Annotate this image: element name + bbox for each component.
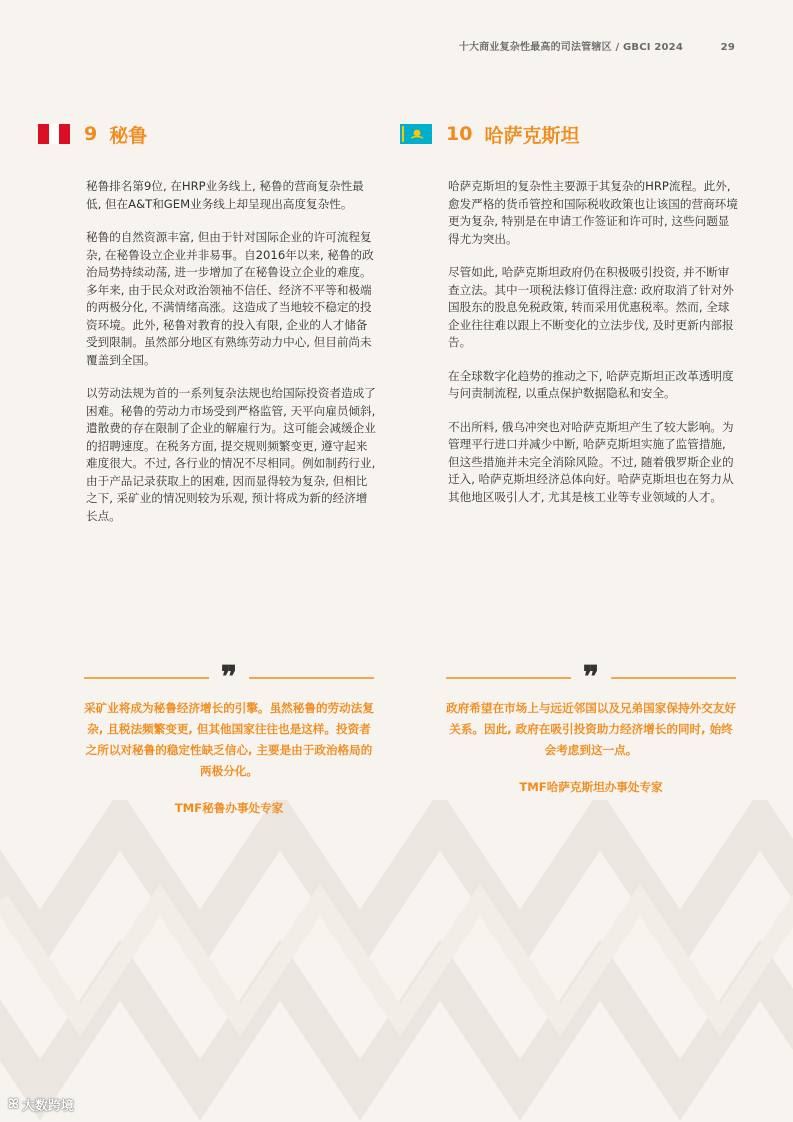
- quote-source: TMF秘鲁办事处专家: [174, 801, 284, 815]
- quote-source: TMF哈萨克斯坦办事处专家: [519, 780, 663, 794]
- quote-text: 政府希望在市场上与远近邻国以及兄弟国家保持外交友好关系。因此, 政府在吸引投资助力经济增长的同时, 始终会考虑到这一点。: [446, 701, 736, 757]
- kazakhstan-flag-icon: [400, 124, 432, 144]
- country-name: 秘鲁: [109, 124, 148, 147]
- section-kazakhstan: [400, 120, 738, 522]
- quote-block-peru: [84, 660, 374, 816]
- paragraph: 秘鲁排名第9位, 在HRP业务线上, 秘鲁的营商复杂性最低, 但在A&T和GEM业务线上却呈现出高度复杂性。: [86, 179, 364, 211]
- watermark-text: 大数跨境: [21, 1099, 74, 1114]
- section-title-kazakhstan: [400, 120, 690, 148]
- paragraph: 不出所料, 俄乌冲突也对哈萨克斯坦产生了较大影响。为管理平行进口并减少中断, 哈萨克斯坦实施了监管措施, 但这些措施并未完全消除风险。不过, 随着俄罗斯企业的迁入, 哈萨克斯坦经济总体向好。哈萨克斯坦也在努力从其他地区吸引人才, 尤其是核工业等专业领域的人才。: [448, 419, 734, 504]
- peru-flag-icon: [38, 124, 70, 144]
- quote-mark-icon: ❞: [582, 660, 600, 695]
- page-number: 29: [720, 42, 735, 53]
- document-title: 十大商业复杂性最高的司法管辖区 / GBCI 2024: [458, 42, 683, 53]
- country-name: 哈萨克斯坦: [484, 124, 580, 147]
- rank-number: 10: [446, 123, 473, 145]
- rank-number: 9: [84, 123, 98, 145]
- paragraph: 尽管如此, 哈萨克斯坦政府仍在积极吸引投资, 并不断审查立法。其中一项税法修订值得注意: 政府取消了针对外国股东的股息免税政策, 转而采用优惠税率。然而, 全球企业往往难以跟上不断变化的立法步伐, 及时更新内部报告。: [448, 265, 734, 349]
- quote-divider: [446, 660, 736, 695]
- section-title-peru: [38, 120, 328, 148]
- quote-text: 采矿业将成为秘鲁经济增长的引擎。虽然秘鲁的劳动法复杂, 且税法频繁变更, 但其他国家往往也是这样。投资者之所以对秘鲁的稳定性缺乏信心, 主要是由于政治格局的两极分化。: [84, 701, 374, 778]
- quote-block-kazakhstan: [446, 660, 736, 795]
- watermark: [8, 1095, 74, 1114]
- body-text-kazakhstan: [448, 178, 738, 506]
- paragraph: 以劳动法规为首的一系列复杂法规也给国际投资者造成了困难。秘鲁的劳动力市场受到严格监管, 天平向雇员倾斜, 遣散费的存在限制了企业的解雇行为。这可能会减缓企业的招聘速度。在税务方面, 提交规则频繁变更, 遵守起来难度很大。不过, 各行业的情况不尽相同。例如制药行业, 由于产品记录获取上的困难, 因而显得较为复杂, 但相比之下, 采矿业的情况则较为乐观, 预计将成为新的经济增长点。: [86, 386, 376, 523]
- paragraph: 秘鲁的自然资源丰富, 但由于针对国际企业的许可流程复杂, 在秘鲁设立企业并非易事。自2016年以来, 秘鲁的政治局势持续动荡, 进一步增加了在秘鲁设立企业的难度。多年来, 由于民众对政治领袖不信任、经济不平等和极端的两极分化, 不满情绪高涨。这造成了当地较不稳定的投资环境。此外, 秘鲁对教育的投入有限, 企业的人才储备受到限制。虽然部分地区有熟练劳动力中心, 但目前尚未覆盖到全国。: [86, 230, 374, 367]
- paragraph: 在全球数字化趋势的推动之下, 哈萨克斯坦正改革透明度与问责制流程, 以重点保护数据隐私和安全。: [448, 368, 734, 400]
- paragraph: 哈萨克斯坦的复杂性主要源于其复杂的HRP流程。此外, 愈发严格的货币管控和国际税收政策也让该国的营商环境更为复杂, 特别是在申请工作签证和许可时, 这些问题显得尤为突出。: [448, 179, 738, 246]
- quote-divider: [84, 660, 374, 695]
- background-pattern: [0, 800, 793, 1122]
- body-text-peru: [86, 178, 376, 525]
- section-peru: [38, 120, 376, 541]
- page-header: [459, 38, 735, 53]
- quote-mark-icon: ❞: [220, 660, 238, 695]
- watermark-logo-icon: ꕤ: [8, 1097, 19, 1112]
